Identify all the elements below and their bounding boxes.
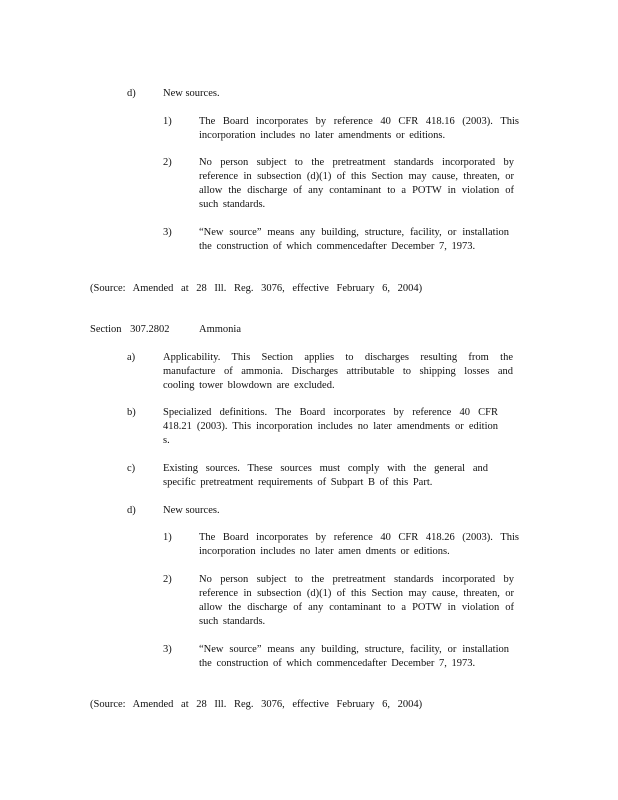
item-c-label: c)	[127, 463, 136, 474]
source-note: (Source: Amended at 28 Ill. Reg. 3076, effective February 6, 2004)	[90, 699, 423, 710]
section-number: Section 307.2802	[90, 324, 170, 335]
subitem-2-label: 2)	[163, 574, 172, 585]
source-note: (Source: Amended at 28 Ill. Reg. 3076, effective February 6, 2004)	[90, 283, 423, 294]
item-b-text: Specialized definitions. The Board incorporates by reference 40 CFR 418.21 (2003). This incorporation includes no later amendments or edition s.	[163, 407, 498, 446]
subitem-3-text: “New source” means any building, structure, facility, or installation the construction of which commencedafter December 7, 1973.	[199, 644, 509, 669]
item-a-label: a)	[127, 352, 136, 363]
item-c-text: Existing sources. These sources must comply with the general and specific pretreatment requirements of Subpart B of this Part.	[163, 463, 488, 488]
subitem-1-label: 1)	[163, 532, 172, 543]
subitem-3-label: 3)	[163, 644, 172, 655]
subitem-2-text: No person subject to the pretreatment standards incorporated by reference in subsection (d)(1) of this Section may cause, threaten, or allow the discharge of any contaminant to a POTW in violation of such standards.	[199, 574, 514, 627]
item-d-label: d)	[127, 88, 136, 99]
section-title: Ammonia	[199, 324, 241, 335]
subitem-1-text: The Board incorporates by reference 40 CFR 418.26 (2003). This incorporation includes no later amen dments or editions.	[199, 532, 519, 557]
item-d-heading: New sources.	[163, 505, 220, 516]
item-d-label: d)	[127, 505, 136, 516]
subitem-1-label: 1)	[163, 116, 172, 127]
item-a-text: Applicability. This Section applies to discharges resulting from the manufacture of ammonia. Discharges attributable to shipping losses and cooling tower blowdown are excluded.	[163, 352, 513, 391]
subitem-2-label: 2)	[163, 157, 172, 168]
item-d-heading: New sources.	[163, 88, 220, 99]
subitem-3-text: “New source” means any building, structure, facility, or installation the construction of which commencedafter December 7, 1973.	[199, 227, 509, 252]
subitem-3-label: 3)	[163, 227, 172, 238]
subitem-1-text: The Board incorporates by reference 40 CFR 418.16 (2003). This incorporation includes no later amendments or editions.	[199, 116, 519, 141]
item-b-label: b)	[127, 407, 136, 418]
subitem-2-text: No person subject to the pretreatment standards incorporated by reference in subsection (d)(1) of this Section may cause, threaten, or allow the discharge of any contaminant to a POTW in violation of such standards.	[199, 157, 514, 210]
